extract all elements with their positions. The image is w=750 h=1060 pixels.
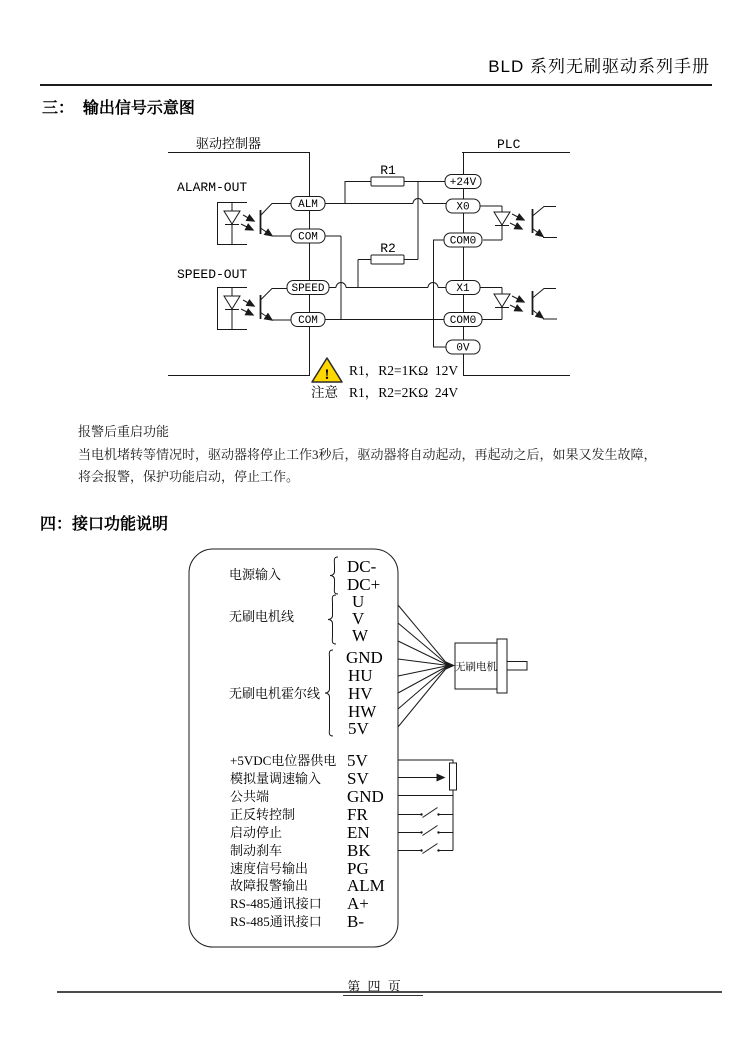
group-label-hall-wires: 无刷电机霍尔线 [229, 686, 321, 701]
brace-motor-icon [328, 595, 336, 644]
svg-text:COM: COM [298, 231, 318, 244]
led-triangle-icon [494, 212, 510, 225]
row-pin-b-minus: B- [347, 912, 364, 931]
row-label-3: 正反转控制 [230, 807, 296, 822]
svg-text:COM0: COM0 [449, 235, 477, 248]
r2-label: R2 [380, 241, 396, 256]
com-alarm-wire [325, 236, 341, 320]
row-pin-bk: BK [347, 841, 371, 860]
pin-w: W [352, 626, 369, 645]
light-arrow-icon [512, 214, 524, 220]
row-label-8: RS-485通讯接口 [230, 896, 322, 911]
svg-text:COM0: COM0 [449, 315, 477, 327]
led-triangle-icon [224, 296, 240, 309]
pin-hw: HW [348, 702, 377, 721]
light-arrow-icon [512, 296, 524, 302]
speed-to-x1-wire [329, 283, 446, 288]
optocoupler-x1-icon [480, 288, 557, 320]
optocoupler-speed-icon [218, 288, 292, 330]
row-label-4: 启动停止 [230, 825, 283, 840]
brace-hall-icon [325, 650, 333, 736]
row-pin-fr: FR [347, 805, 368, 824]
fr-switch-icon [398, 808, 453, 818]
alarm-restart-line2: 将会报警，保护功能启动，停止工作。 [78, 469, 300, 484]
emitter-arrow-icon [533, 310, 544, 318]
row-label-6: 速度信号输出 [230, 861, 309, 876]
figure1-output-signal-diagram [168, 136, 570, 401]
svg-text:ALM: ALM [298, 199, 318, 211]
row-label-2: 公共端 [230, 789, 270, 804]
light-arrow-icon [510, 305, 522, 311]
row-pin-a-plus: A+ [347, 894, 369, 913]
emitter-arrow-icon [533, 229, 544, 237]
row-label-5: 制动刹车 [230, 843, 283, 858]
ov-link-wire [434, 320, 447, 348]
motor-label: 无刷电机 [455, 662, 497, 673]
light-arrow-icon [241, 309, 253, 315]
external-wiring [398, 760, 457, 854]
row-pin-5v: 5V [347, 751, 368, 770]
led-triangle-icon [224, 211, 240, 224]
row-pin-alm: ALM [347, 876, 385, 895]
light-arrow-icon [510, 223, 522, 229]
figure2-interface-diagram [189, 549, 527, 947]
alarm-out-label: ALARM-OUT [177, 180, 248, 195]
bk-switch-icon [398, 844, 453, 854]
resistor-r2 [371, 255, 404, 264]
row-label-7: 故障报警输出 [230, 878, 309, 893]
footer-rule [57, 991, 722, 993]
pin-v: V [352, 609, 365, 628]
row-label-0: +5VDC电位器供电 [230, 753, 337, 768]
optocoupler-alarm-icon [218, 203, 292, 245]
row-label-9: RS-485通讯接口 [230, 914, 322, 929]
light-arrow-icon [243, 215, 254, 221]
row-label-1: 模拟量调速输入 [230, 771, 322, 786]
pin-pill-com0-a [444, 233, 482, 248]
footer-underline [343, 995, 423, 996]
pin-pill-x0 [446, 199, 480, 214]
potentiometer-icon [450, 763, 457, 790]
brushless-motor-icon [455, 639, 527, 693]
pin-pill-24v [445, 175, 481, 190]
pin-pill-com-speed [291, 313, 325, 328]
brace-power-icon [330, 557, 338, 594]
light-arrow-icon [243, 300, 254, 306]
com0-link-wire [434, 240, 446, 320]
light-arrow-icon [241, 224, 253, 230]
pin-dc-plus: DC+ [347, 575, 381, 594]
pin-pill-0v [446, 340, 480, 355]
pin-pill-speed [287, 281, 329, 296]
svg-text:SPEED: SPEED [291, 283, 325, 295]
footer-page-number: 第 四 页 [347, 979, 403, 994]
pin-hu: HU [348, 666, 373, 685]
led-triangle-icon [494, 294, 510, 307]
group-label-power: 电源输入 [229, 567, 282, 582]
optocoupler-x0-icon [480, 206, 557, 240]
warning-exclamation: ! [324, 367, 330, 383]
interconnect-wires [325, 177, 446, 347]
svg-text:+24V: +24V [449, 177, 477, 189]
r1-label: R1 [380, 163, 396, 178]
section4-heading: 四：接口功能说明 [40, 516, 169, 533]
pin-u: U [352, 592, 365, 611]
section3-heading: 三： 输出信号示意图 [42, 100, 195, 117]
svg-text:0V: 0V [456, 342, 470, 355]
en-switch-icon [398, 826, 453, 836]
alarm-restart-title: 报警后重启功能 [78, 424, 170, 439]
motor-fanout-wires [398, 605, 455, 727]
controller-label: 驱动控制器 [196, 136, 262, 151]
alarm-restart-line1: 当电机堵转等情况时，驱动器将停止工作3秒后，驱动器将自动起动，再起动之后，如果又发生故障， [78, 447, 657, 462]
pin-pill-com0-b [444, 313, 482, 328]
note-line-2: R1，R2=2KΩ 24V [349, 385, 459, 400]
controller-terminals [287, 197, 329, 328]
warning-note [311, 358, 458, 401]
fanout-arrowhead-icon [446, 662, 455, 670]
5v-wire [398, 760, 453, 763]
group-label-motor-wires: 无刷电机线 [229, 609, 295, 624]
alm-to-x0-wire [325, 199, 446, 204]
pin-pill-com-alarm [291, 229, 325, 244]
header-title: BLD 系列无刷驱动系列手册 [488, 57, 710, 76]
pin-gnd-hall: GND [346, 648, 383, 667]
svg-text:COM: COM [298, 315, 318, 327]
pin-5v-hall: 5V [348, 719, 369, 738]
pin-pill-x1 [446, 281, 480, 296]
speed-out-label: SPEED-OUT [177, 267, 248, 282]
row-pin-sv: SV [347, 769, 369, 788]
emitter-arrow-icon [261, 228, 273, 236]
svg-text:X0: X0 [456, 201, 470, 214]
row-pin-pg: PG [347, 859, 369, 878]
resistor-r1 [371, 177, 404, 186]
emitter-arrow-icon [261, 313, 273, 321]
pin-dc-minus: DC- [347, 557, 377, 576]
plc-label: PLC [497, 137, 521, 152]
pin-hv: HV [348, 684, 373, 703]
row-pin-en: EN [347, 823, 370, 842]
note-line-1: R1，R2=1KΩ 12V [349, 363, 459, 378]
row-pin-gnd: GND [347, 787, 384, 806]
svg-text:X1: X1 [456, 283, 470, 295]
warning-caption: 注意 [311, 385, 338, 400]
pin-pill-alm [291, 197, 325, 212]
